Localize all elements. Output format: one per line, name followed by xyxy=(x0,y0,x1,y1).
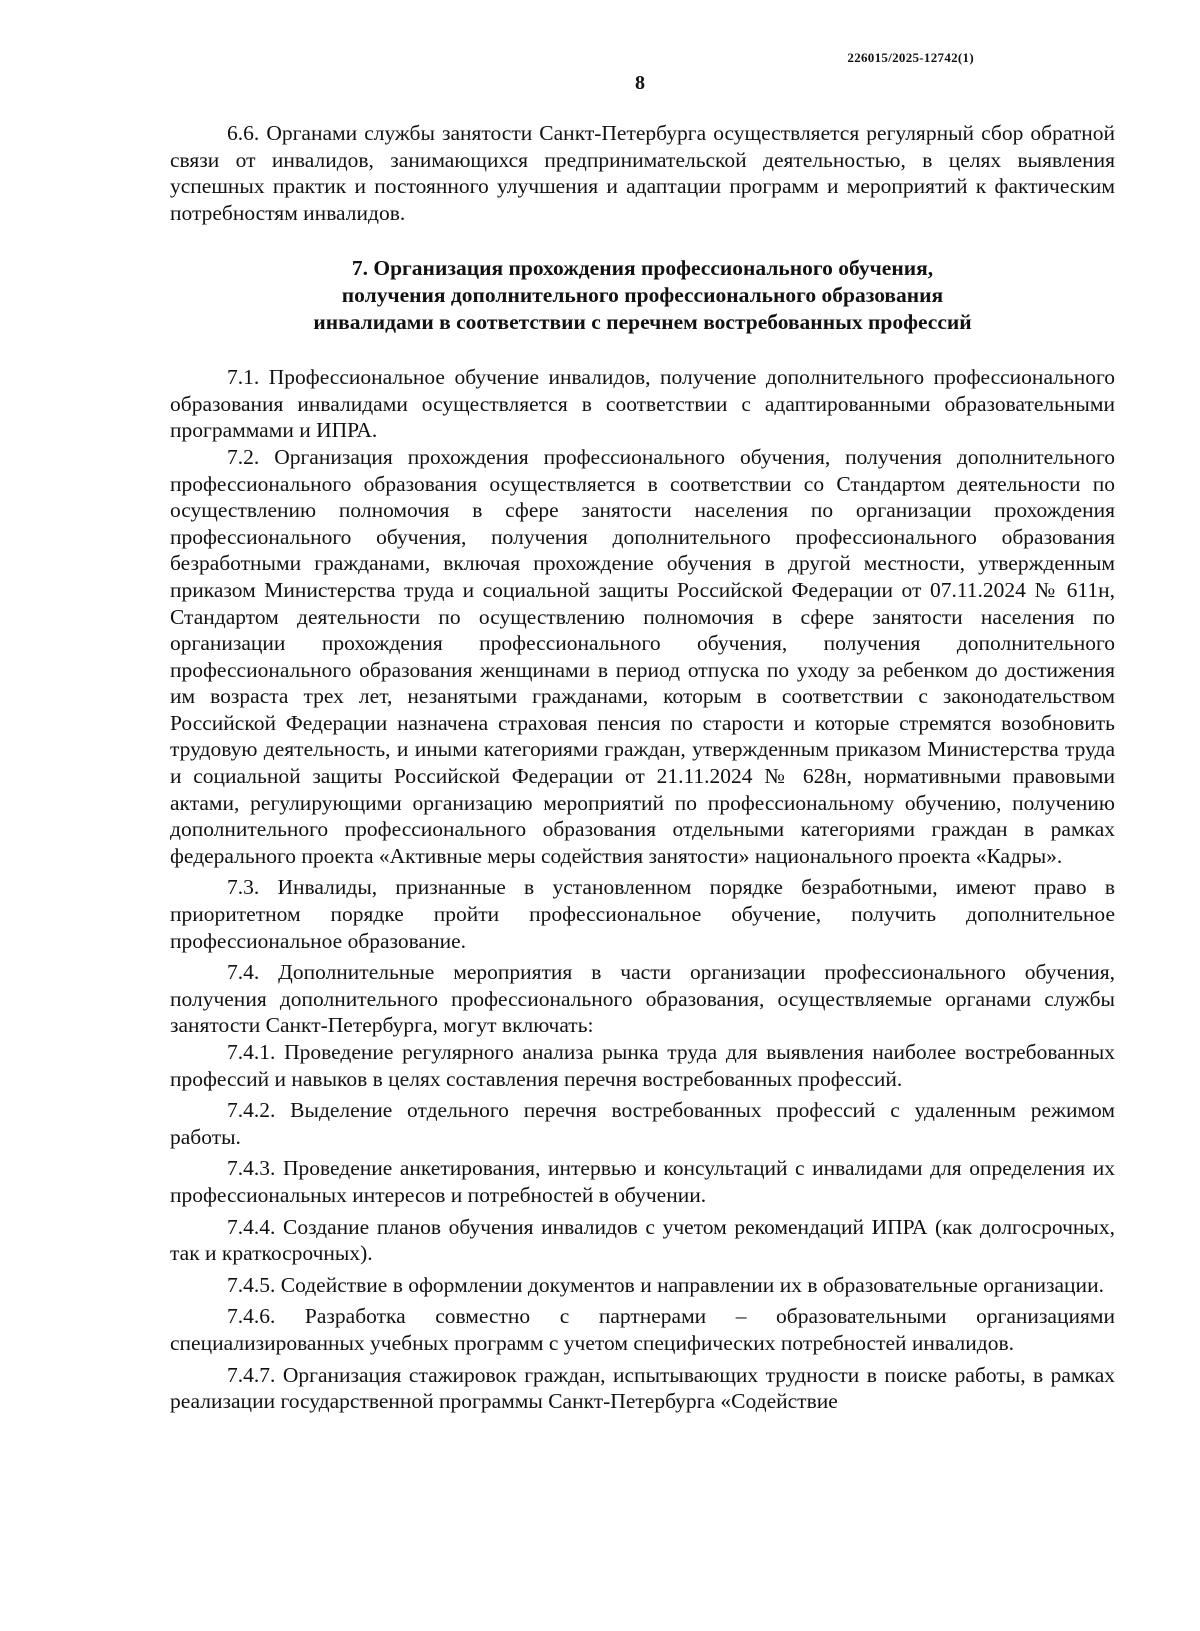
section-heading-line: инвалидами в соответствии с перечнем востребованных профессий xyxy=(313,309,972,334)
section-heading-7 xyxy=(170,255,1115,335)
section-heading-line: 7. Организация прохождения профессионального обучения, xyxy=(351,256,934,281)
paragraph-7-4-2: 7.4.2. Выделение отдельного перечня востребованных профессий с удаленным режимом работы. xyxy=(170,1098,1115,1149)
document-body xyxy=(170,120,1115,1415)
paragraph-7-4-6: 7.4.6. Разработка совместно с партнерами – образовательными организациями специализированных учебных программ с учетом специфических потребностей инвалидов. xyxy=(170,1304,1115,1355)
paragraph-7-4-4: 7.4.4. Создание планов обучения инвалидов с учетом рекомендаций ИПРА (как долгосрочных, так и краткосрочных). xyxy=(170,1214,1115,1266)
paragraph-7-2: 7.2. Организация прохождения профессионального обучения, получения дополнительного профессионального образования осуществляется в соответствии со Стандартом деятельности по осуществлению полномочия в сфере занятости населения по организации прохождения профессионального обучения, получения дополнительного профессионального образования безработными гражданами, включая прохождение обучения в другой местности, утвержденным приказом Министерства труда и социальной защиты Российской Федерации от 07.11.2024 № 611н, Стандартом деятельности по осуществлению полномочия в сфере занятости населения по организации прохождения профессионального обучения, получения дополнительного профессионального образования женщинами в период отпуска по уходу за ребенком до достижения им возраста трех лет, незанятыми гражданами, которым в соответствии с законодательством Российской Федерации назначена страховая пенсия по старости и которые стремятся возобновить трудовую деятельность, и иными категориями граждан, утвержденным приказом Министерства труда и социальной защиты Российской Федерации от 21.11.2024 № 628н, нормативными правовыми актами, регулирующими организацию мероприятий по профессиональному обучению, получению дополнительного профессионального образования отдельными категориями граждан в рамках федерального проекта «Активные меры содействия занятости» национального проекта «Кадры». xyxy=(170,444,1115,868)
paragraph-7-3: 7.3. Инвалиды, признанные в установленном порядке безработными, имеют право в приоритетном порядке пройти профессиональное обучение, получить дополнительное профессиональное образование. xyxy=(170,875,1115,953)
paragraph-7-4: 7.4. Дополнительные мероприятия в части организации профессионального обучения, получения дополнительного профессионального образования, осуществляемые органами службы занятости Санкт-Петербурга, могут включать: xyxy=(170,960,1115,1038)
section-heading-line: получения дополнительного профессионального образования xyxy=(341,282,944,307)
paragraph-7-4-5: 7.4.5. Содействие в оформлении документов и направлении их в образовательные организации. xyxy=(227,1272,1104,1297)
paragraph-7-4-3: 7.4.3. Проведение анкетирования, интервью и консультаций с инвалидами для определения их профессиональных интересов и потребностей в обучении. xyxy=(170,1156,1115,1207)
paragraph-6-6: 6.6. Органами службы занятости Санкт-Петербурга осуществляется регулярный сбор обратной связи от инвалидов, занимающихся предпринимательской деятельностью, в целях выявления успешных практик и постоянного улучшения и адаптации программ и мероприятий к фактическим потребностям инвалидов. xyxy=(170,121,1115,225)
document-registration-number: 226015/2025-12742(1) xyxy=(847,50,974,65)
page-number: 8 xyxy=(635,72,645,94)
paragraph-7-4-7: 7.4.7. Организация стажировок граждан, испытывающих трудности в поиске работы, в рамках реализации государственной программы Санкт-Петербурга «Содействие xyxy=(170,1362,1115,1414)
paragraph-7-4-1: 7.4.1. Проведение регулярного анализа рынка труда для выявления наиболее востребованных профессий и навыков в целях составления перечня востребованных профессий. xyxy=(170,1040,1115,1091)
paragraph-7-1: 7.1. Профессиональное обучение инвалидов, получение дополнительного профессионального образования инвалидами осуществляется в соответствии с адаптированными образовательными программами и ИПРА. xyxy=(170,365,1115,443)
